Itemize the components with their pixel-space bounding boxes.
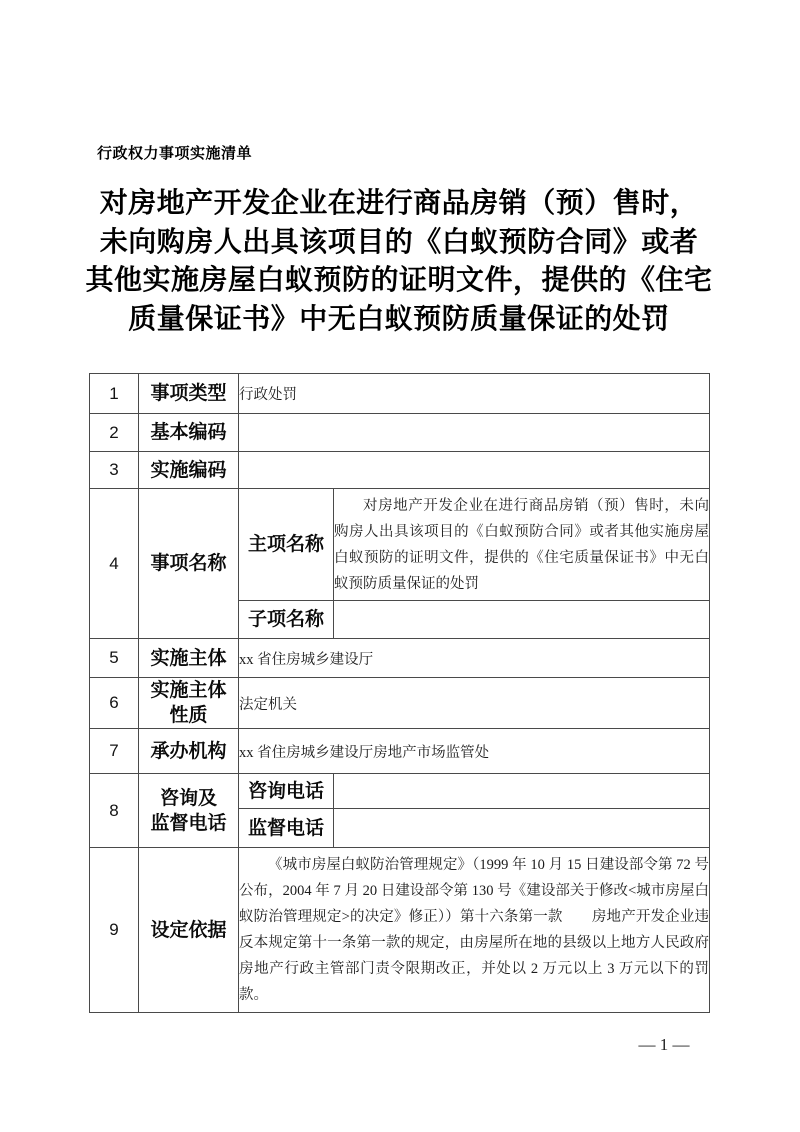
row-value-cell: 对房地产开发企业在进行商品房销（预）售时，未向购房人出具该项目的《白蚁预防合同》或者其他实施房屋白蚁预防的证明文件，提供的《住宅质量保证书》中无白蚁预防质量保证的处罚 bbox=[334, 489, 710, 601]
row-value-cell: 《城市房屋白蚁防治管理规定》（1999 年 10 月 15 日建设部令第 72 号公布，2004 年 7 月 20 日建设部令第 130 号《建设部关于修改<城市房屋白蚁防治管理规定>的决定》修正））第十六条第一款 房地产开发企业违反本规定第十一条第一款的规定，由房屋所在地的县级以上地方人民政府房地产行政主管部门责令限期改正，并处以 2 万元以上 3 万元以下的罚款。 bbox=[239, 848, 710, 1013]
row-label-cell: 事项类型 bbox=[139, 374, 239, 414]
row-number-cell: 7 bbox=[90, 729, 139, 774]
row-label-cell bbox=[139, 774, 239, 848]
table-row-2 bbox=[90, 414, 710, 452]
row-number-cell: 8 bbox=[90, 774, 139, 848]
row-number-cell: 1 bbox=[90, 374, 139, 414]
row-value-cell bbox=[239, 414, 710, 452]
table-row-7 bbox=[90, 729, 710, 774]
row-value-cell bbox=[239, 452, 710, 489]
table-row-9 bbox=[90, 848, 710, 1013]
row-label-cell: 事项名称 bbox=[139, 489, 239, 639]
row-number-cell: 6 bbox=[90, 678, 139, 729]
row-value-cell: xx 省住房城乡建设厅房地产市场监管处 bbox=[239, 729, 710, 774]
table-row-4 bbox=[90, 489, 710, 601]
title-line-4: 质量保证书》中无白蚁预防质量保证的处罚 bbox=[128, 302, 670, 334]
table-row-1 bbox=[90, 374, 710, 414]
document-title bbox=[85, 184, 713, 338]
row-label-line-2: 性质 bbox=[169, 705, 208, 726]
document-header: 行政权力事项实施清单 bbox=[97, 145, 253, 162]
row-label-cell: 基本编码 bbox=[139, 414, 239, 452]
sub-label-cell: 主项名称 bbox=[239, 489, 334, 601]
sub-label-cell: 子项名称 bbox=[239, 601, 334, 639]
items-table bbox=[89, 373, 710, 1013]
table-row-6 bbox=[90, 678, 710, 729]
row-label-cell: 实施主体 bbox=[139, 639, 239, 678]
row-value-cell bbox=[334, 601, 710, 639]
row-number-cell: 3 bbox=[90, 452, 139, 489]
title-line-1: 对房地产开发企业在进行商品房销（预）售时， bbox=[99, 187, 699, 218]
page-number: — 1 — bbox=[638, 1035, 690, 1054]
row-number-cell: 2 bbox=[90, 414, 139, 452]
row-label-cell: 设定依据 bbox=[139, 848, 239, 1013]
table-row-8 bbox=[90, 774, 710, 809]
row-label-cell: 承办机构 bbox=[139, 729, 239, 774]
row-value-cell bbox=[334, 774, 710, 809]
row-label-line-1: 咨询及 bbox=[159, 787, 217, 809]
row-value-cell bbox=[334, 809, 710, 848]
row-label-cell bbox=[139, 678, 239, 729]
sub-label-cell: 监督电话 bbox=[239, 809, 334, 848]
table-row-3 bbox=[90, 452, 710, 489]
title-line-3: 其他实施房屋白蚁预防的证明文件，提供的《住宅 bbox=[85, 264, 713, 295]
title-line-2: 未向购房人出具该项目的《白蚁预防合同》或者 bbox=[99, 225, 699, 257]
row-number-cell: 9 bbox=[90, 848, 139, 1013]
sub-label-cell: 咨询电话 bbox=[239, 774, 334, 809]
row-value-cell: xx 省住房城乡建设厅 bbox=[239, 639, 710, 678]
row-number-cell: 4 bbox=[90, 489, 139, 639]
row-value-cell: 法定机关 bbox=[239, 678, 710, 729]
row-label-line-1: 实施主体 bbox=[150, 680, 227, 701]
table-row-5 bbox=[90, 639, 710, 678]
row-label-line-2: 监督电话 bbox=[150, 812, 227, 834]
row-label-cell: 实施编码 bbox=[139, 452, 239, 489]
row-number-cell: 5 bbox=[90, 639, 139, 678]
row-value-cell: 行政处罚 bbox=[239, 374, 710, 414]
